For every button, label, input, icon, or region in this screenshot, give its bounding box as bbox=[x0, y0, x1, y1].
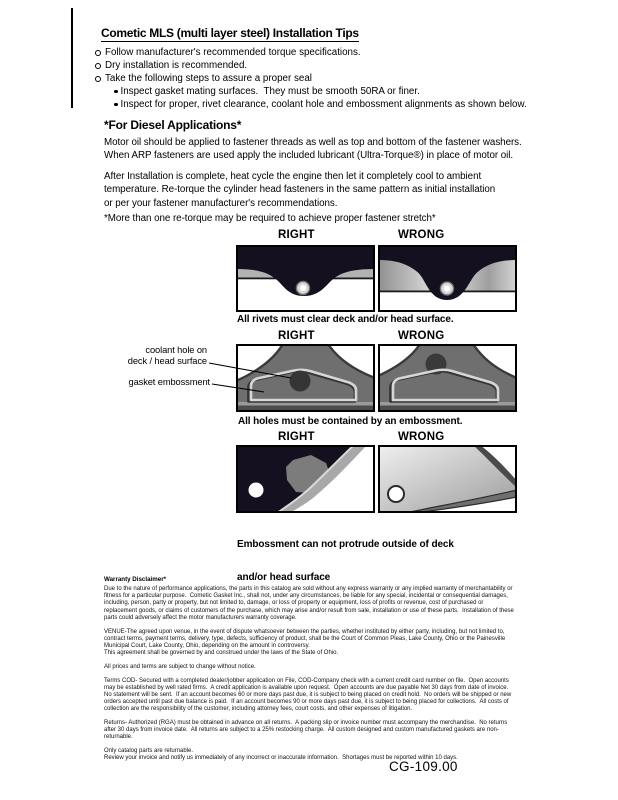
row2-caption: All holes must be contained by an embossment. bbox=[238, 416, 463, 427]
row3-wrong-panel bbox=[378, 445, 517, 513]
row3-right-panel bbox=[236, 445, 375, 513]
tip-text: Take the following steps to assure a proper seal bbox=[105, 73, 312, 84]
page-title: Cometic MLS (multi layer steel) Installation Tips bbox=[101, 26, 359, 40]
diesel-paragraph-1 bbox=[104, 136, 522, 163]
leader-lines bbox=[105, 340, 395, 410]
legal-text bbox=[104, 586, 517, 769]
diesel-applications-heading: *For Diesel Applications* bbox=[104, 118, 242, 132]
warranty-paragraph: Due to the nature of performance applications, the parts in this catalog are sold without any express warranty or any implied warranty of merchantability or fitness for a particular purpose. Cometic Gasket Inc., shall not, under any circumstances, be liable for any special, incidental or consequential damages, including, person, party or property, but not limited to, damage, or loss of property or equipment, loss of profits or revenue, cost of purchased or replacement goods, or claims of customers of the purchase, which may arise and/or result from sale, installation or use of these parts. Installation of these parts could adversely affect the motor manufacturers warranty coverage. bbox=[104, 586, 516, 621]
page-spine-rule bbox=[71, 8, 73, 108]
row3-right-label: RIGHT bbox=[278, 431, 315, 443]
catalog-paragraph: Only catalog parts are returnable. Review your invoice and notify us immediately of any incorrect or inaccurate information. Shortages must be reported within 10 days. bbox=[104, 748, 458, 762]
paragraph-line: Motor oil should be applied to fastener threads as well as top and bottom of the fastener washers. bbox=[104, 137, 522, 148]
list-item bbox=[95, 59, 527, 72]
installation-tips-list bbox=[95, 46, 527, 111]
venue-paragraph: VENUE-The agreed upon venue, in the event of dispute whatsoever between the parties, whether instituted by either party, including, but not limited to, contract terms, payment terms, delivery, type, defects, sufficiency of product, shall be the Court of Common Pleas, Lake County, Ohio or the Painesville Municipal Court, Lake County, Ohio, depending on the amount in controversy. This agreement shall be governed by and construed under the laws of the State of Ohio. bbox=[104, 628, 507, 657]
paragraph-line: After Installation is complete, heat cycle the engine then let it completely cool to ambient bbox=[104, 171, 482, 182]
row1-wrong-label: WRONG bbox=[398, 229, 445, 241]
returns-paragraph: Returns- Authorized (RGA) must be obtained in advance on all returns. A packing slip or invoice number must accompany the merchandise. No returns after 30 days from invoice date. All returns are subject to a 25% restocking charge. All custom designed and custom manufactured gaskets are non-returnable. bbox=[104, 720, 509, 741]
bolt-hole bbox=[388, 486, 404, 502]
paragraph-line: When ARP fasteners are used apply the included lubricant (Ultra-Torque®) in place of motor oil. bbox=[104, 150, 514, 162]
rivet-clearance-wrong-diagram bbox=[378, 245, 517, 312]
gasket-embossment-label: gasket embossment bbox=[128, 377, 210, 387]
row2-wrong-label: WRONG bbox=[398, 330, 445, 342]
coolant-hole-leader-line bbox=[209, 363, 291, 378]
row1-right-panel bbox=[236, 245, 375, 312]
list-item bbox=[114, 85, 527, 98]
rivet-clearance-right-diagram bbox=[236, 245, 375, 312]
prices-paragraph: All prices and terms are subject to change without notice. bbox=[104, 663, 256, 670]
warranty-disclaimer-heading: Warranty Disclaimer* bbox=[104, 576, 167, 583]
embossment-containment-wrong-diagram bbox=[378, 344, 517, 412]
paragraph-line: or per your fastener manufacturer's recommendations. bbox=[104, 197, 338, 209]
row1-caption: All rivets must clear deck and/or head surface. bbox=[237, 314, 454, 325]
row3-wrong-label: WRONG bbox=[398, 431, 445, 443]
filled-bullet-icon bbox=[114, 103, 118, 107]
row1-right-label: RIGHT bbox=[278, 229, 315, 241]
list-item bbox=[95, 46, 527, 59]
list-item bbox=[114, 98, 527, 111]
embossment-protrusion-wrong-diagram bbox=[378, 445, 517, 513]
tip-text: Follow manufacturer's recommended torque specifications. bbox=[105, 47, 361, 58]
terms-paragraph: Terms COD- Secured with a completed dealer/jobber application on File, COD-Company check with a current credit card number on file. Open accounts may be established by well rated firms. A credit application is available upon request. Open accounts are due payable Net 30 days from date of invoice. No statement will be sent. If an account becomes 60 or more days past due, it is subject to being placed on credit hold. No orders will be shipped or new orders accepted until past due balance is paid. If an account becomes 90 or more days past due, it is subject to being placed for collections. All costs of collection are the responsibility of the customer, including attorney fees, court costs, and other expenses of litigation. bbox=[104, 677, 513, 713]
row1-wrong-panel bbox=[378, 245, 517, 312]
paragraph-line: *More than one re-torque may be required to achieve proper fastener stretch* bbox=[104, 213, 436, 224]
retorque-note bbox=[104, 212, 436, 225]
bolt-hole bbox=[249, 483, 264, 498]
embossment-protrusion-right-diagram bbox=[236, 445, 375, 513]
row2-wrong-panel bbox=[378, 344, 517, 412]
paragraph-line: temperature. Re-torque the cylinder head fasteners in the same pattern as initial installation bbox=[104, 184, 496, 196]
open-bullet-icon bbox=[95, 50, 101, 56]
tip-text: Inspect gasket mating surfaces. They must be smooth 50RA or finer. bbox=[120, 86, 420, 97]
open-bullet-icon bbox=[95, 76, 101, 82]
tip-text: Dry installation is recommended. bbox=[105, 60, 248, 71]
page-number: CG-109.00 bbox=[389, 759, 458, 774]
coolant-hole-label: coolant hole on deck / head surface bbox=[127, 345, 207, 366]
diesel-paragraph-2 bbox=[104, 170, 495, 210]
row3-caption: Embossment can not protrude outside of deck and/or head surface bbox=[237, 539, 454, 583]
filled-bullet-icon bbox=[114, 90, 118, 94]
tip-text: Inspect for proper, rivet clearance, coolant hole and embossment alignments as shown below. bbox=[120, 99, 527, 110]
embossment-leader-line bbox=[212, 384, 264, 392]
row2-right-label: RIGHT bbox=[278, 330, 315, 342]
list-item bbox=[95, 72, 527, 85]
open-bullet-icon bbox=[95, 63, 101, 69]
